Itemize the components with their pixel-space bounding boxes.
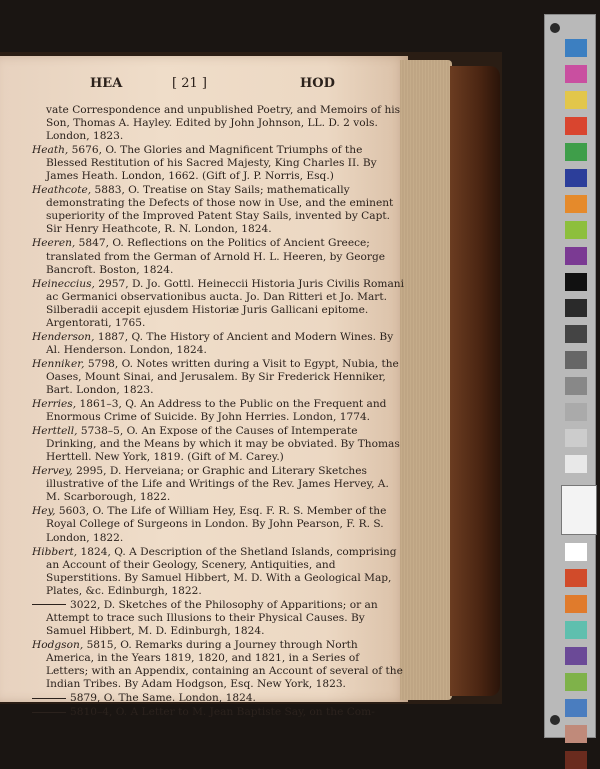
- entry-text: 3022, D. Sketches of the Philosophy of Apparitions; or an Attempt to trace such Illusions to their Physical Causes. By Samuel Hibbert, M. D. Edinburgh, 1824.: [46, 598, 378, 637]
- color-patch: [565, 751, 587, 769]
- catalog-entry: [32, 237, 404, 276]
- color-patch: [565, 195, 587, 213]
- page-edges: [400, 60, 452, 700]
- color-patch: [565, 117, 587, 135]
- catalog-entries: [32, 104, 404, 720]
- entry-heading: Heath,: [32, 144, 72, 157]
- entry-heading: Henderson,: [32, 330, 98, 343]
- catalog-entry: [32, 599, 404, 638]
- color-patch: [565, 647, 587, 665]
- entry-text: vate Correspondence and unpublished Poetry, and Memoirs of his Son, Thomas A. Hayley. Edited by John Johnson, LL. D. 2 vols. London, 1823.: [46, 104, 401, 143]
- catalog-entry: [32, 692, 404, 705]
- catalog-entry: [32, 425, 404, 464]
- color-patch: [565, 621, 587, 639]
- entry-heading: Heineccius,: [32, 277, 99, 290]
- entry-text: 5738–5, O. An Expose of the Causes of Intemperate Drinking, and the Means by which it may be obviated. By Thomas Herttell. New York, 1819. (Gift of M. Carey.): [46, 425, 400, 464]
- entry-text: 5847, O. Reflections on the Politics of Ancient Greece; translated from the German of Arnold H. L. Heeren, by George Bancroft. Boston, 1824.: [46, 237, 386, 276]
- catalog-entry: [32, 505, 404, 544]
- entry-text: 1861–3, Q. An Address to the Public on the Frequent and Enormous Crime of Suicide. By John Herries. London, 1774.: [46, 398, 387, 424]
- entry-heading: Hodgson,: [32, 638, 87, 651]
- catalog-entry: [32, 465, 404, 504]
- color-patch: [565, 39, 587, 57]
- entry-text: 1824, Q. A Description of the Shetland Islands, comprising an Account of their Geology, Scenery, Antiquities, and Superstitions. By Samuel Hibbert, M. D. With a Geological Map, Plates, &c. Edinburgh, 1822.: [46, 545, 397, 597]
- entry-heading: Hibbert,: [32, 545, 81, 558]
- color-patch: [565, 169, 587, 187]
- entry-text: 5798, O. Notes written during a Visit to Egypt, Nubia, the Oases, Mount Sinai, and Jerusalem. By Sir Frederick Henniker, Bart. London, 1823.: [46, 357, 399, 396]
- color-patch: [565, 725, 587, 743]
- color-patch: [565, 455, 587, 473]
- color-patch: [565, 403, 587, 421]
- entry-text: 2957, D. Jo. Gottl. Heineccii Historia Juris Civilis Romani ac Germanici observationibus aucta. Jo. Dan Ritteri et Jo. Mart. Silberadii accepit ejusdem Historiæ Juris Gallicani epitome. Argentorati, 1765.: [46, 277, 404, 329]
- color-patch: [565, 699, 587, 717]
- color-patch: [565, 595, 587, 613]
- entry-text: 1887, Q. The History of Ancient and Modern Wines. By Al. Henderson. London, 1824.: [46, 330, 394, 356]
- running-head-left: HEA: [90, 76, 123, 91]
- running-head-right: HOD: [300, 76, 335, 91]
- entry-heading: Heathcote,: [32, 184, 95, 197]
- entry-heading: Hervey,: [32, 465, 77, 478]
- catalog-entry: [32, 398, 404, 424]
- ditto-dash: [32, 698, 66, 699]
- entry-text: 2995, D. Herveiana; or Graphic and Literary Sketches illustrative of the Life and Writings of the Rev. James Hervey, A. M. Scarborough, 1822.: [46, 465, 389, 504]
- entry-text: 5810–4, O. A Letter to M. Jean Baptiste Say, on the Com-: [70, 706, 375, 719]
- color-patch: [565, 377, 587, 395]
- ditto-dash: [32, 712, 66, 713]
- catalog-entry: [32, 144, 404, 183]
- color-patch: [565, 429, 587, 447]
- entry-heading: Herries,: [32, 398, 80, 411]
- entry-text: 5879, O. The Same. London, 1824.: [70, 692, 256, 705]
- color-patch: [565, 221, 587, 239]
- entry-heading: Henniker,: [32, 357, 88, 370]
- color-patch: [565, 273, 587, 291]
- ditto-dash: [32, 604, 66, 605]
- catalog-entry: [32, 278, 404, 330]
- color-patch: [565, 91, 587, 109]
- catalog-entry: [32, 706, 404, 719]
- entry-text: 5676, O. The Glories and Magnificent Triumphs of the Blessed Restitution of his Sacred Majesty, King Charles II. By James Heath. London, 1662. (Gift of J. P. Norris, Esq.): [46, 144, 377, 183]
- entry-heading: Heeren,: [32, 237, 79, 250]
- color-patch: [565, 65, 587, 83]
- color-calibration-strip: [544, 14, 596, 738]
- color-patch: [565, 673, 587, 691]
- color-patch: [565, 325, 587, 343]
- color-patch: [565, 569, 587, 587]
- entry-heading: Herttell,: [32, 425, 81, 438]
- catalog-entry: [32, 639, 404, 691]
- entry-text: 5815, O. Remarks during a Journey through North America, in the Years 1819, 1820, and 1821, in a Series of Letters; with an Appendix, containing an Account of several of the Indian Tribes. By Adam Hodgson, Esq. New York, 1823.: [46, 638, 403, 691]
- catalog-entry: [32, 104, 404, 143]
- catalog-entry: [32, 331, 404, 357]
- catalog-entry: [32, 358, 404, 397]
- scale-ruler: [561, 485, 597, 535]
- color-patch: [565, 247, 587, 265]
- entry-text: 5883, O. Treatise on Stay Sails; mathematically demonstrating the Defects of those now in Use, and the eminent superiority of the Improved Patent Stay Sails, invented by Capt. Sir Henry Heathcote, R. N. London, 1824.: [46, 184, 394, 236]
- page-number: [ 21 ]: [172, 76, 207, 91]
- color-patch: [565, 351, 587, 369]
- entry-heading: Hey,: [32, 505, 59, 518]
- catalog-entry: [32, 546, 404, 598]
- book-cover-edge: [450, 66, 500, 696]
- registration-dot: [550, 23, 560, 33]
- color-patch: [565, 543, 587, 561]
- registration-dot: [550, 715, 560, 725]
- catalog-entry: [32, 184, 404, 236]
- entry-text: 5603, O. The Life of William Hey, Esq. F. R. S. Member of the Royal College of Surgeons in London. By John Pearson, F. R. S. London, 1822.: [46, 505, 387, 544]
- color-patch: [565, 143, 587, 161]
- color-patch: [565, 299, 587, 317]
